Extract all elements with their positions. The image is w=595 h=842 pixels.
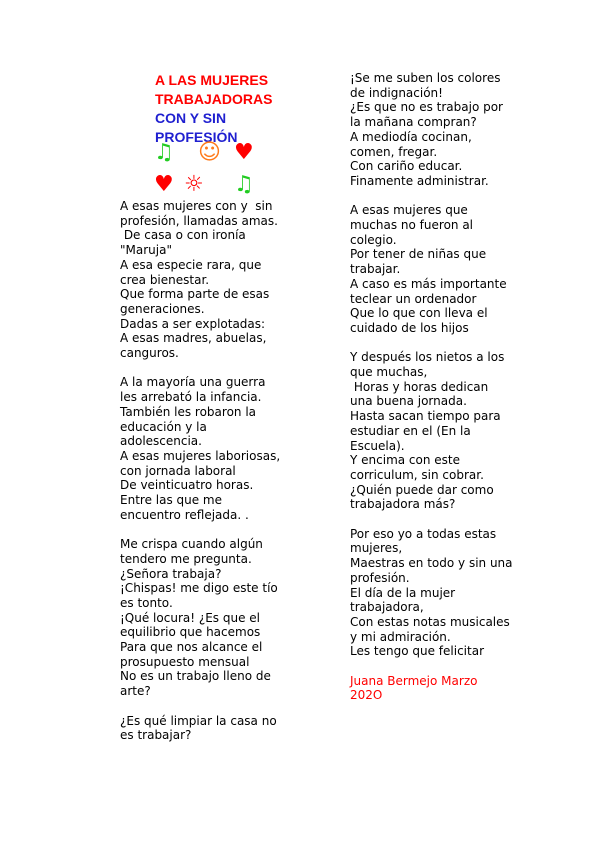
title-line-1: A LAS MUJERES (155, 72, 269, 88)
verse-line: Les tengo que felicitar (350, 644, 485, 659)
verse-line: trabajadora más? (350, 497, 456, 512)
author-name: Juana Bermejo Marzo (350, 673, 478, 688)
verse-line: es tonto. (120, 595, 173, 610)
verse-line: No es un trabajo lleno de (120, 669, 271, 684)
verse-line: Escuela). (350, 438, 405, 453)
verse-line: es trabajar? (120, 728, 192, 743)
verse-line: encuentro reflejada. . (120, 507, 249, 522)
verse-line: A mediodía cocinan, (350, 129, 472, 144)
verse-line: A esa especie rara, que (120, 257, 262, 272)
verse-line: A esas mujeres que (350, 203, 468, 218)
verse-line: Y después los nietos a los (350, 350, 505, 365)
verse-line: de indignación! (350, 85, 443, 100)
verse-line: ¡Se me suben los colores (350, 71, 501, 85)
smiley-icon: ☺ (198, 140, 221, 165)
verse-line: De veinticuatro horas. (120, 478, 254, 493)
sun-icon: ☼ (184, 172, 204, 197)
title-line-2: TRABAJADORAS (155, 91, 273, 107)
verse-line: trabajadora, (350, 600, 424, 615)
music-note-icon: ♫ (154, 140, 174, 165)
verse-line: ¿Es qué limpiar la casa no (120, 713, 277, 728)
verse-line: También les robaron la (120, 404, 257, 419)
decorative-icons (148, 140, 268, 200)
verse-line: Maestras en todo y sin una (350, 556, 513, 571)
verse-line: adolescencia. (120, 434, 202, 449)
verse-line: Con cariño educar. (350, 159, 463, 174)
verse-line: les arrebató la infancia. (120, 390, 262, 405)
stanza (350, 527, 513, 659)
verse-line: que muchas, (350, 365, 428, 380)
stanza (120, 375, 280, 522)
verse-line: Que lo que con lleva el (350, 306, 488, 321)
verse-line: comen, fregar. (350, 144, 438, 159)
verse-line: "Maruja" (120, 243, 172, 258)
verse-line: Dadas a ser explotadas: (120, 316, 266, 331)
music-note-icon: ♫ (234, 172, 254, 197)
verse-line: cuidado de los hijos (350, 320, 469, 335)
verse-line: Que forma parte de esas (120, 287, 270, 302)
stanza (350, 350, 513, 512)
verse-line: con jornada laboral (120, 463, 236, 478)
author-signature (350, 674, 513, 703)
verse-line: colegio. (350, 232, 397, 247)
stanza (120, 714, 280, 743)
verse-line: Horas y horas dedican (350, 379, 489, 394)
verse-line: ¿Quién puede dar como (350, 482, 494, 497)
verse-line: corriculum, sin cobrar. (350, 467, 484, 482)
verse-line: canguros. (120, 346, 179, 361)
verse-line: estudiar en el (En la (350, 423, 471, 438)
verse-line: Finamente administrar. (350, 173, 489, 188)
stanza (350, 203, 513, 335)
signature-year: 202O (350, 688, 383, 703)
heart-icon: ♥ (234, 140, 254, 165)
stanza (120, 537, 280, 699)
verse-line: Para que nos alcance el (120, 640, 263, 655)
verse-line: arte? (120, 684, 151, 699)
verse-line: A esas mujeres laboriosas, (120, 448, 281, 463)
verse-line: generaciones. (120, 301, 205, 316)
verse-line: El día de la mujer (350, 585, 456, 600)
verse-line: educación y la (120, 419, 207, 434)
verse-line: ¡Qué locura! ¿Es que el (120, 610, 261, 625)
poem-left-column (120, 199, 280, 758)
verse-line: Y encima con este (350, 453, 461, 468)
verse-line: la mañana compran? (350, 115, 477, 130)
poem-title (155, 71, 272, 147)
verse-line: y mi admiración. (350, 629, 451, 644)
verse-line: Por tener de niñas que (350, 247, 487, 262)
verse-line: De casa o con ironía (120, 228, 246, 243)
verse-line: tendero me pregunta. (120, 551, 252, 566)
heart-icon: ♥ (154, 172, 174, 197)
verse-line: profesión, llamadas amas. (120, 213, 278, 228)
verse-line: teclear un ordenador (350, 291, 477, 306)
verse-line: crea bienestar. (120, 272, 210, 287)
stanza (120, 199, 280, 361)
verse-line: Entre las que me (120, 493, 223, 508)
title-line-4: PROFESIÓN (155, 129, 238, 145)
verse-line: profesión. (350, 570, 410, 585)
stanza (350, 71, 513, 189)
verse-line: A esas madres, abuelas, (120, 331, 267, 346)
verse-line: equilibrio que hacemos (120, 625, 261, 640)
verse-line: una buena jornada. (350, 394, 467, 409)
verse-line: Con estas notas musicales (350, 614, 510, 629)
verse-line: Hasta sacan tiempo para (350, 409, 501, 424)
verse-line: ¿Señora trabaja? (120, 566, 222, 581)
verse-line: A caso es más importante (350, 276, 507, 291)
verse-line: muchas no fueron al (350, 218, 474, 233)
verse-line: A esas mujeres con y sin (120, 199, 273, 213)
verse-line: Por eso yo a todas estas (350, 526, 497, 541)
verse-line: Me crispa cuando algún (120, 537, 263, 552)
verse-line: ¿Es que no es trabajo por (350, 100, 503, 115)
poem-right-column (350, 71, 513, 718)
verse-line: ¡Chispas! me digo este tío (120, 581, 278, 596)
title-line-3: CON Y SIN (155, 110, 227, 126)
verse-line: A la mayoría una guerra (120, 375, 266, 390)
verse-line: prosupuesto mensual (120, 654, 250, 669)
verse-line: mujeres, (350, 541, 403, 556)
verse-line: trabajar. (350, 262, 401, 277)
